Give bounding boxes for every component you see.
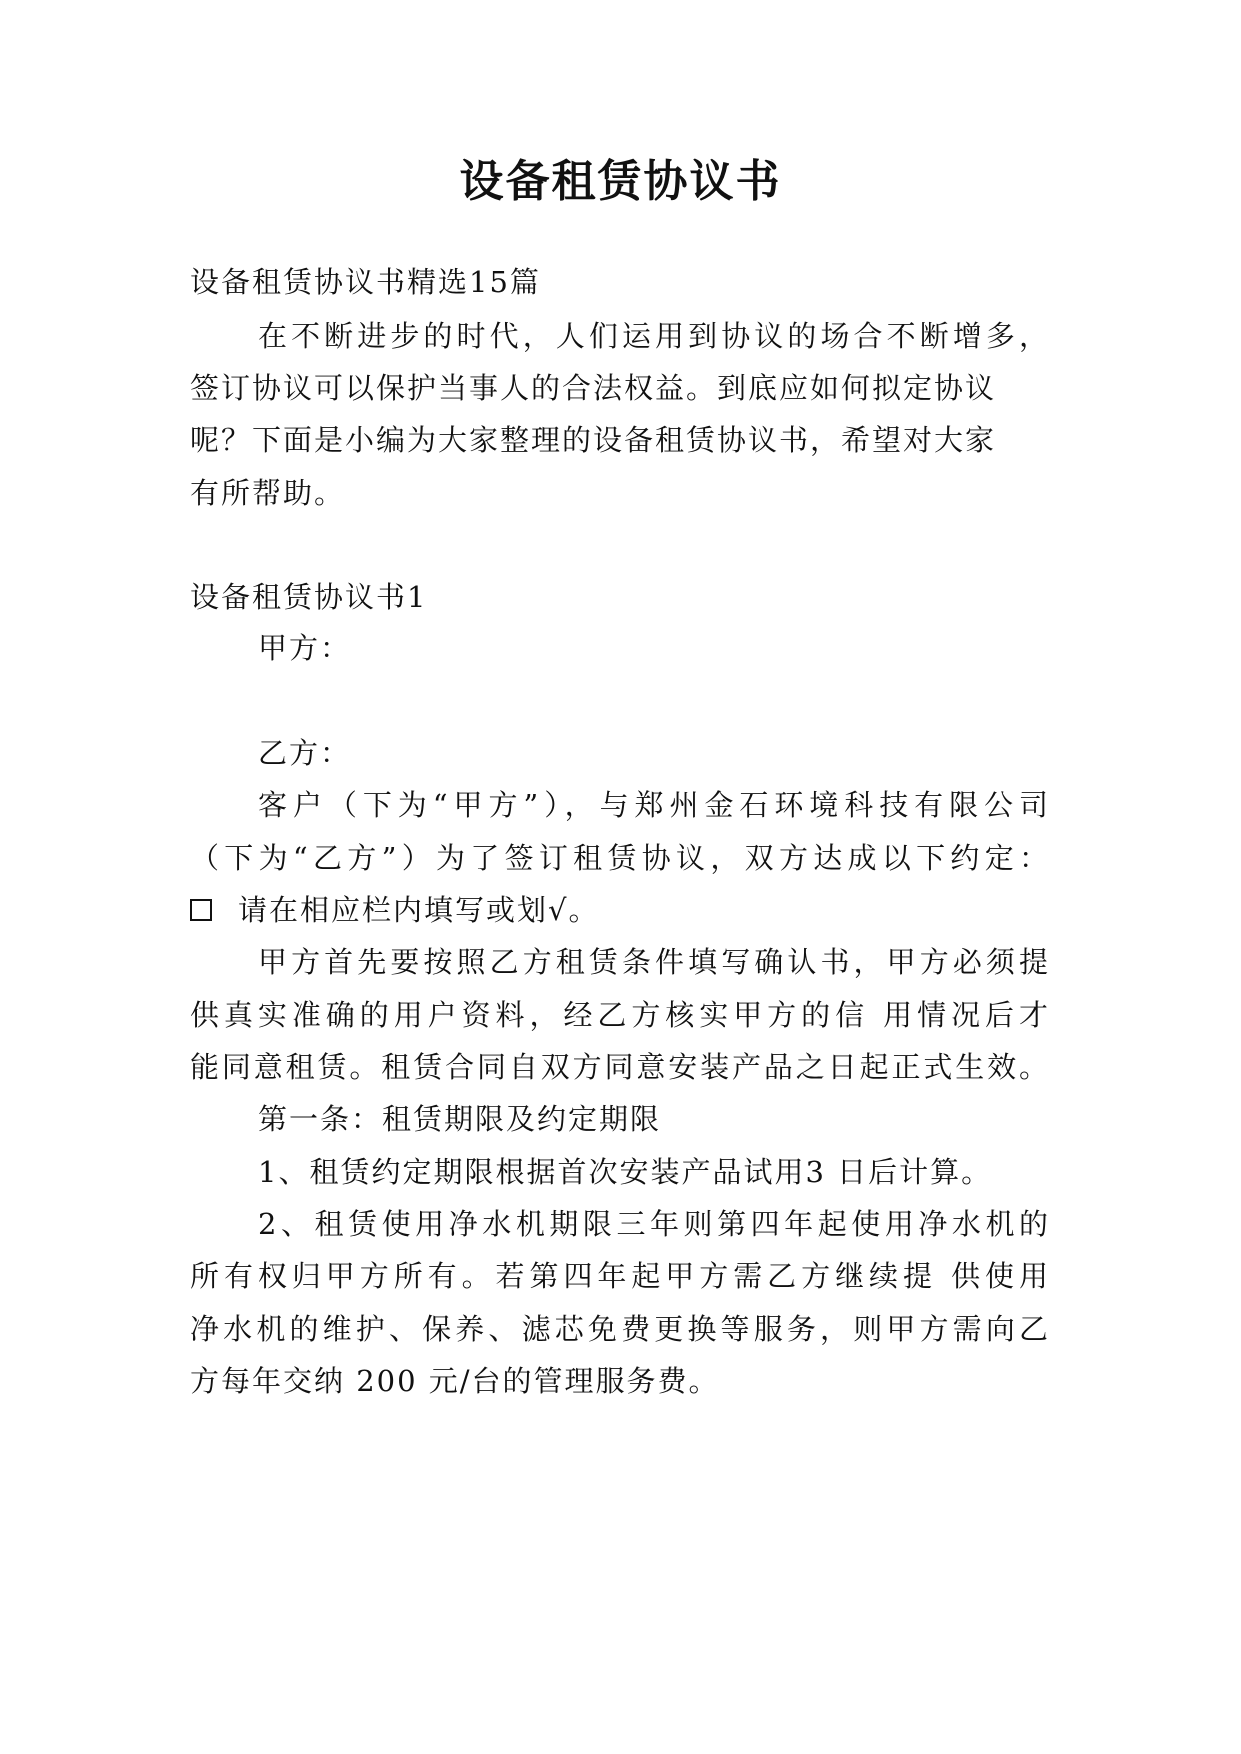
instruction-text: 请在相应栏内填写或划√。 <box>238 893 600 927</box>
intro-line-3: 呢？下面是小编为大家整理的设备租赁协议书，希望对大家 <box>190 423 997 457</box>
instruction-row <box>190 890 599 930</box>
intro-line-2: 签订协议可以保护当事人的合法权益。到底应如何拟定协议 <box>190 371 997 405</box>
section-1-heading: 设备租赁协议书1 <box>190 580 428 614</box>
para2-line-1: 甲方首先要按照乙方租赁条件填写确认书，甲方必须提 <box>258 945 1050 979</box>
article-1-item-1: 1、租赁约定期限根据首次安装产品试用3 日后计算。 <box>258 1155 993 1189</box>
parties-line-1: 客户（下为“甲方”），与郑州金石环境科技有限公司 <box>258 788 1050 822</box>
party-b-label: 乙方： <box>258 736 352 770</box>
parties-line-2: （下为“乙方”）为了签订租赁协议，双方达成以下约定： <box>190 841 1050 875</box>
article-1-item-2-line-3: 净水机的维护、保养、滤芯免费更换等服务，则甲方需向乙 <box>190 1312 1050 1346</box>
para2-line-2: 供真实准确的用户资料，经乙方核实甲方的信 用情况后才 <box>190 998 1050 1032</box>
document-subtitle: 设备租赁协议书精选15篇 <box>190 265 541 299</box>
article-1-item-2-line-2: 所有权归甲方所有。若第四年起甲方需乙方继续提 供使用 <box>190 1259 1050 1293</box>
party-a-label: 甲方： <box>258 631 352 665</box>
article-1-item-2-line-1: 2、租赁使用净水机期限三年则第四年起使用净水机的 <box>258 1207 1050 1241</box>
checkbox-icon <box>190 899 212 921</box>
article-1-item-2-line-4: 方每年交纳 200 元/台的管理服务费。 <box>190 1364 720 1398</box>
document-title: 设备租赁协议书 <box>459 156 782 207</box>
intro-line-4: 有所帮助。 <box>190 476 346 510</box>
intro-line-1: 在不断进步的时代，人们运用到协议的场合不断增多， <box>258 319 1050 353</box>
article-1-heading: 第一条：租赁期限及约定期限 <box>258 1102 662 1136</box>
para2-line-3: 能同意租赁。租赁合同自双方同意安装产品之日起正式生效。 <box>190 1050 1050 1084</box>
